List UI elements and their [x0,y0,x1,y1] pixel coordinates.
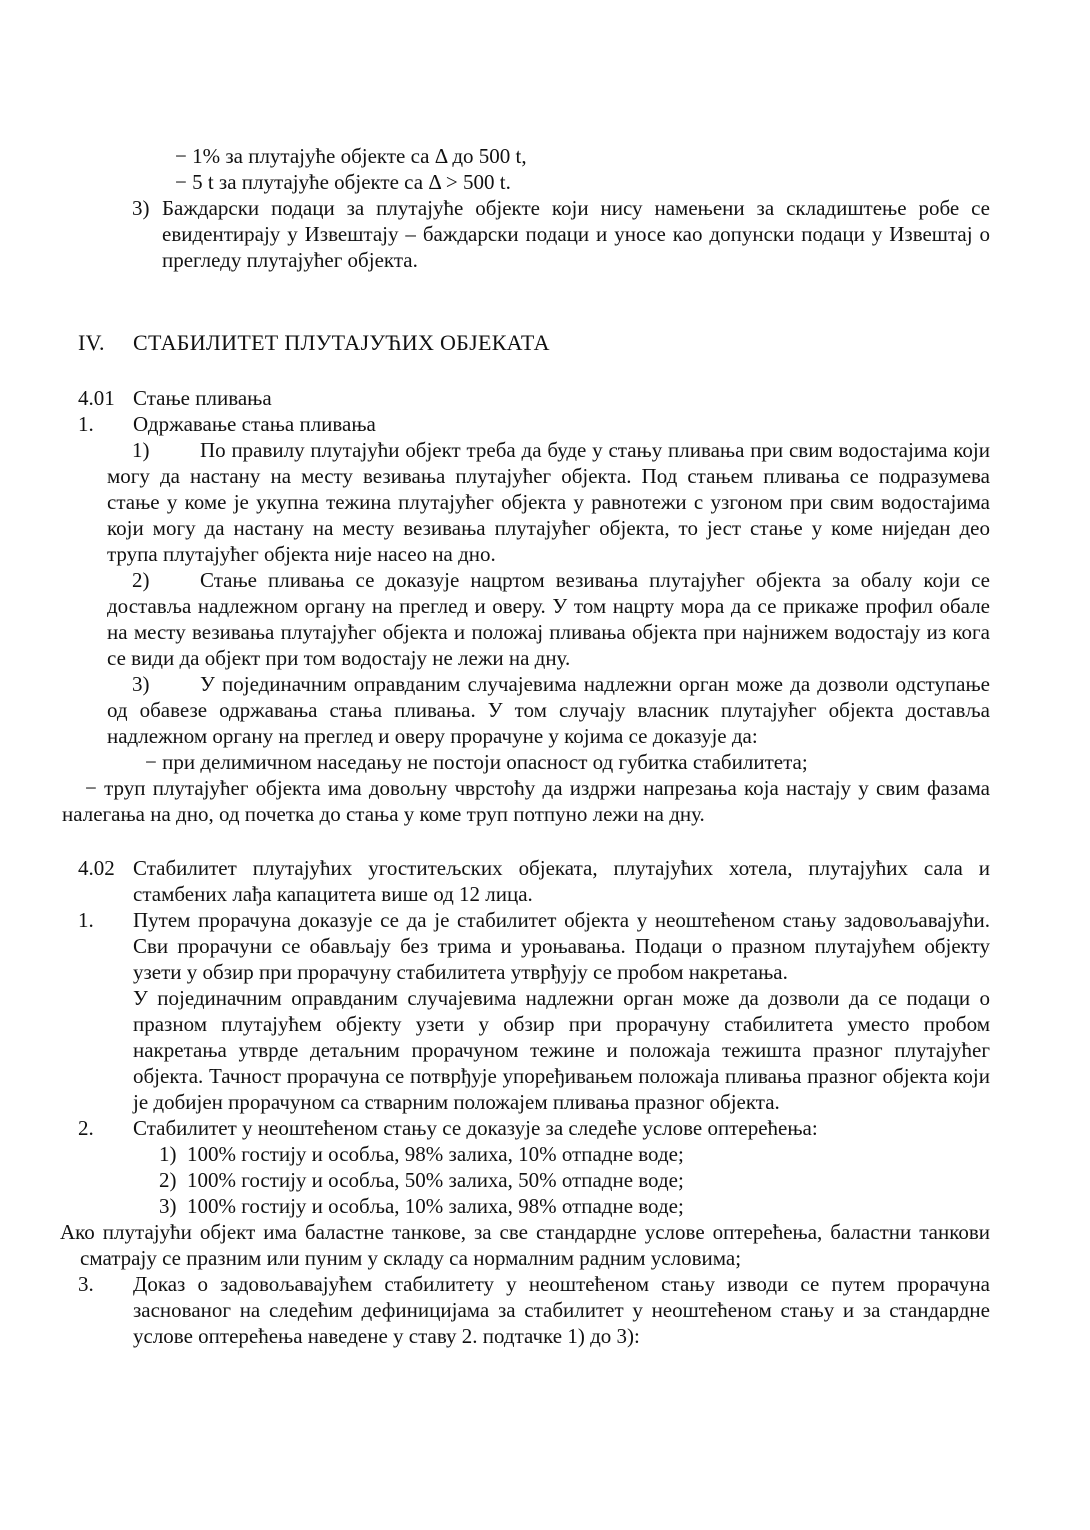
clause-4-02-item-2-marker: 2. [78,1116,94,1140]
intro-item-3-marker: 3) [132,196,150,220]
load-case-2 [159,1167,990,1193]
clause-4-01-item-1-marker: 1. [78,412,94,436]
sub-paragraph-1 [107,437,990,567]
chapter-heading-marker: IV. [78,330,105,355]
load-case-3-text: 100% гостију и особља, 10% залиха, 98% отпадне воде; [187,1194,684,1218]
clause-4-02-item-3-marker: 3. [78,1272,94,1296]
load-case-1-marker: 1) [159,1142,177,1166]
clause-4-01-title [78,385,990,411]
load-case-2-text: 100% гостију и особља, 50% залиха, 50% отпадне воде; [187,1168,684,1192]
clause-4-01-item-1-text: Одржавање стања пливања [133,412,376,436]
sub-paragraph-1-text: По правилу плутајући објект треба да буде у стању пливања при свим водостајима који могу да настану на месту везивања плутајућег објекта. Под стањем пливања се подразумева стање у коме је укупна тежина плутајућег објекта у равнотежи с узгоном при свим водостајима који могу да настану на месту везивања плутајућег објекта, то јест стање у коме ниједан део трупа плутајућег објекта није насео на дно. [107,438,990,566]
clause-4-02-title [78,855,990,907]
chapter-heading-title: СТАБИЛИТЕТ ПЛУТАЈУЋИХ ОБЈЕКАТА [133,330,550,355]
clause-4-02-text: Стабилитет плутајућих угоститељских објеката, плутајућих хотела, плутајућих сала и стамбених лађа капацитета више од 12 лица. [133,856,990,906]
load-case-2-marker: 2) [159,1168,177,1192]
load-case-1 [159,1141,990,1167]
sub-paragraph-3-text: У појединачним оправданим случајевима надлежни орган може да дозволи одступање од обавезе одржавања стања пливања. У том случају власник плутајућег објекта доставља надлежном органу на преглед и оверу прорачуне у којима се доказује да: [107,672,990,748]
clause-4-02-item-2-text: Стабилитет у неоштећеном стању се доказује за следеће услове оптерећења: [133,1116,818,1140]
load-case-3 [159,1193,990,1219]
chapter-heading [78,330,990,356]
clause-4-02-item-2 [78,1115,990,1141]
clause-4-02-item-1 [78,907,990,985]
clause-4-02-item-3-text: Доказ о задовољавајућем стабилитету у неоштећеном стању изводи се путем прорачуна заснованог на следећим дефиницијама за стабилитет у неоштећеном стању и за стандардне услове оптерећења наведене у ставу 2. подтачке 1) до 3): [133,1272,990,1348]
clause-4-01-item-1 [78,411,990,437]
clause-4-02-marker: 4.02 [78,856,115,880]
clause-4-02-item-1-para-2: У појединачним оправданим случајевима надлежни орган може да дозволи да се подаци о празном плутајућем објекту узети у обзир при прорачуну стабилитета уместо пробом накретања утврде детаљним прорачуном тежине и положаја тежишта празног плутајућег објекта. Тачност прорачуна се потврђује упоређивањем положаја пливања празног објекта који је добијен прорачуном са стварним положајем пливања празног објекта. [133,986,990,1114]
sub-paragraph-2-marker: 2) [132,568,150,592]
clause-4-02-item-1-para-1: Путем прорачуна доказује се да је стабилитет објекта у неоштећеном стању задовољавајући. Сви прорачуни се обављају без трима и уроњавања. Подаци о празном плутајућем објекту узети у обзир при прорачуну стабилитета утврђују се пробом накретања. [133,908,990,984]
sub-paragraph-3 [107,671,990,749]
load-case-1-text: 100% гостију и особља, 98% залиха, 10% отпадне воде; [187,1142,684,1166]
clause-4-02-item-3 [78,1271,990,1349]
load-case-3-marker: 3) [159,1194,177,1218]
dash-item-1: − 1% за плутајуће објекте са Δ до 500 t, [175,144,527,168]
dash-item-2: − 5 t за плутајуће објекте са Δ > 500 t. [175,170,511,194]
intro-item-3-text: Баждарски подаци за плутајуће објекте који нису намењени за складиштење робе се евидентирају у Извештају – баждарски подаци и уносе као допунски подаци у Извештај о прегледу плутајућег објекта. [162,196,990,272]
sub-paragraph-2-text: Стање пливања се доказује нацртом везивања плутајућег објекта за обалу који се доставља надлежном органу на преглед и оверу. У том нацрту мора да се прикаже профил обале на месту везивања плутајућег објекта и положај пливања објекта при најнижем водостају из кога се види да објект при том водостају не лежи на дну. [107,568,990,670]
sub-paragraph-1-marker: 1) [132,438,150,462]
clause-4-01-marker: 4.01 [78,386,115,410]
sub-paragraph-2 [107,567,990,671]
dash-condition-1: − при делимичном наседању не постоји опасност од губитка стабилитета; [145,750,808,774]
dash-condition-2: − труп плутајућег објекта има довољну чврстоћу да издржи напрезања која настају у свим фазама налегања на дно, од почетка до стања у коме труп потпуно лежи на дну. [62,776,990,826]
clause-4-01-text: Стање пливања [133,386,272,410]
clause-4-02-item-1-marker: 1. [78,908,94,932]
ballast-note: Ако плутајући објект има баластне танкове, за све стандардне услове оптерећења, баластни танкови сматрају се празним или пуним у складу са нормалним радним условима; [60,1220,990,1270]
sub-paragraph-3-marker: 3) [132,672,150,696]
intro-item-3 [132,195,990,273]
